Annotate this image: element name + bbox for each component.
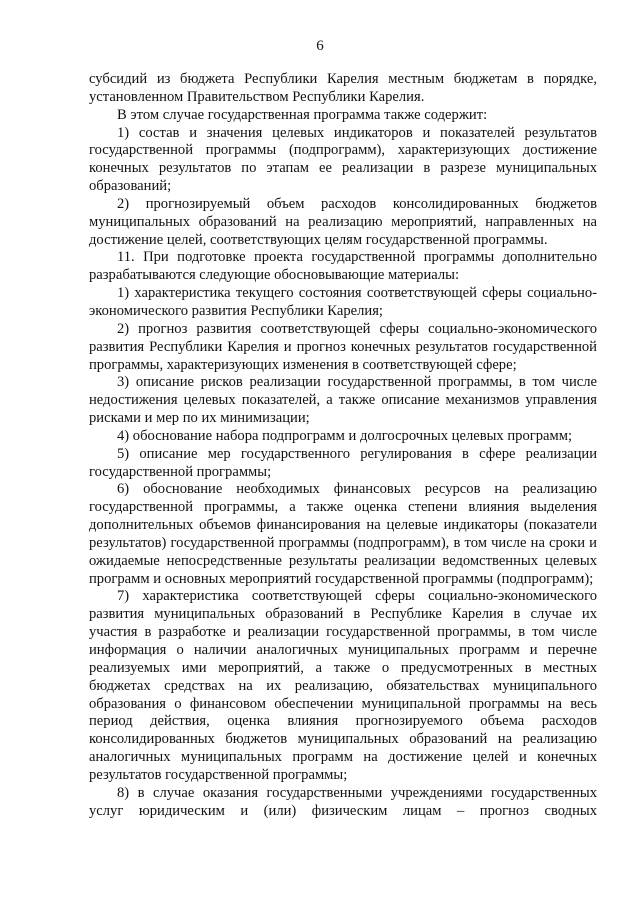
paragraph: 2) прогнозируемый объем расходов консолидированных бюджетов муниципальных образований на реализацию мероприятий, направленных на достижение целей, соответствующих целям государственной программы. [89, 195, 597, 248]
paragraph: В этом случае государственная программа также содержит: [117, 106, 488, 123]
paragraph: субсидий из бюджета Республики Карелия местным бюджетам в порядке, установленном Правительством Республики Карелия. [89, 71, 597, 105]
paragraph: 7) характеристика соответствующей сферы социально-экономического развития муниципальных образований в Республике Карелия в случае их участия в разработке и реализации государственной программы, в том числе информация о наличии аналогичных муниципальных программ и перечне реализуемых ими мероприятий, а также о предусмотренных в местных бюджетах средствах на их реализацию, обязательствах муниципального образования о финансовом обеспечении муниципальной программы на весь период действия, оценка влияния прогнозируемого объема расходов консолидированных бюджетов муниципальных образований на реализацию аналогичных муниципальных программ на достижение целей и конечных результатов государственной программы; [89, 588, 597, 783]
paragraph: 11. При подготовке проекта государственной программы дополнительно разрабатываются следующие обосновывающие материалы: [89, 249, 597, 284]
paragraph: 6) обоснование необходимых финансовых ресурсов на реализацию государственной программы, а также оценка степени влияния выделения дополнительных объемов финансирования на целевые индикаторы (показатели результатов) государственной программы (подпрограмм), в том числе на сроки и ожидаемые непосредственные результаты реализации ведомственных целевых программ и основных мероприятий государственной программы (подпрограмм); [89, 481, 597, 587]
paragraph: 2) прогноз развития соответствующей сферы социально-экономического развития Республики Карелия и прогноз конечных результатов государственной программы, характеризующих изменения в соответствующей сфере; [89, 320, 597, 373]
paragraph: 1) характеристика текущего состояния соответствующей сферы социально-экономического развития Республики Карелия; [89, 285, 597, 319]
page-number: 6 [316, 38, 324, 54]
paragraph: 8) в случае оказания государственными учреждениями государственных услуг юридическим и (или) физическим лицам – прогноз сводных [89, 784, 597, 819]
paragraph: 4) обоснование набора подпрограмм и долгосрочных целевых программ; [117, 427, 573, 444]
paragraph: 5) описание мер государственного регулирования в сфере реализации государственной программы; [89, 445, 597, 480]
paragraph: 1) состав и значения целевых индикаторов и показателей результатов государственной программы (подпрограмм), характеризующих достижение конечных результатов по этапам ее реализации в разрезе муниципальных образований; [89, 124, 597, 195]
paragraph: 3) описание рисков реализации государственной программы, в том числе недостижения целевых показателей, а также описание механизмов управления рисками и мер по их минимизации; [89, 374, 597, 427]
document-body [89, 71, 597, 820]
